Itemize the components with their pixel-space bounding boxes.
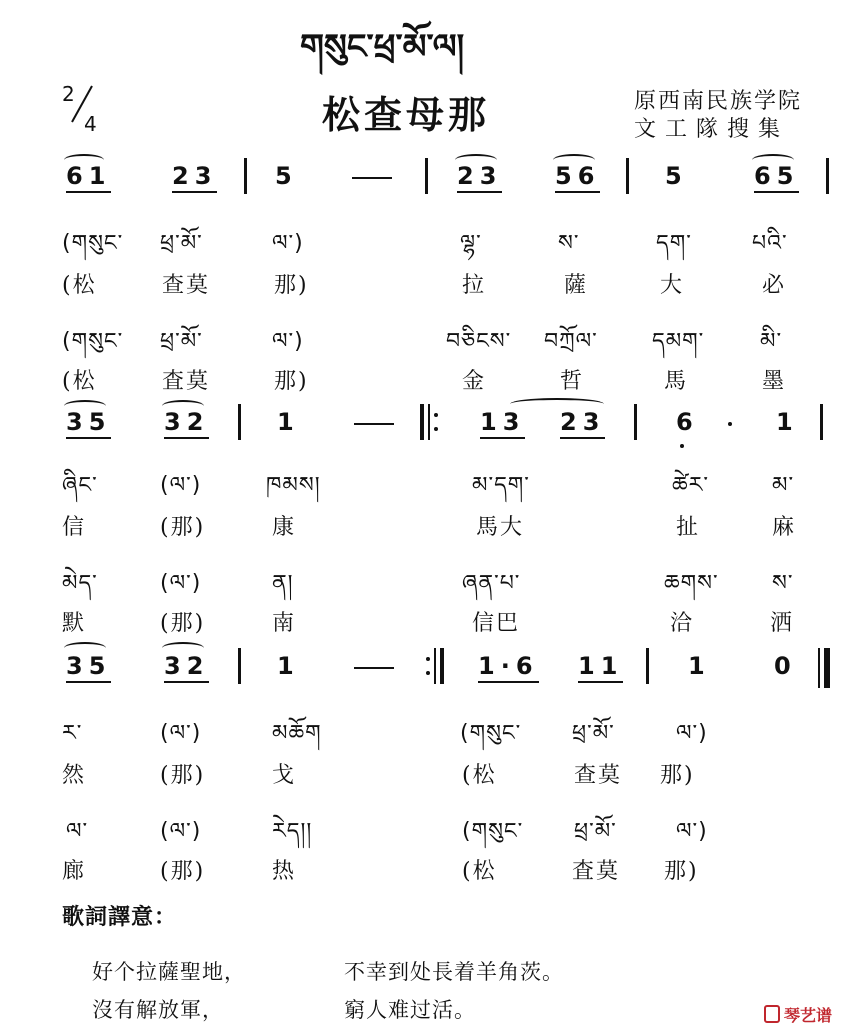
chinese-lyric: 金 (462, 369, 487, 394)
chinese-lyric: (松 (462, 859, 497, 884)
chinese-lyric: 那) (274, 273, 309, 298)
watermark-text: 琴艺谱 (784, 1005, 833, 1025)
tibetan-lyric: ཞིང་ (62, 473, 98, 498)
tibetan-lyric: བཀྲོལ་ (544, 329, 598, 354)
tibetan-lyric: ཕྲ་མོ་ (160, 231, 203, 256)
note: 1 (277, 408, 300, 436)
chinese-lyric: (那) (160, 611, 206, 636)
chinese-lyric: 大 (660, 273, 685, 298)
tibetan-lyric: ལྷ་ (460, 231, 482, 256)
chinese-lyric: 査莫 (572, 859, 621, 884)
note-group: 61 (66, 162, 111, 193)
repeat-end-thick (440, 648, 444, 684)
chinese-lyric: 然 (62, 763, 87, 788)
repeat-dot (426, 671, 430, 675)
note: 5 (275, 162, 298, 190)
note-group: 13 (480, 408, 525, 439)
tibetan-lyric: ལ་) (272, 231, 304, 256)
final-barline-thin (818, 648, 820, 688)
note-group: 23 (172, 162, 217, 193)
barline (820, 404, 823, 440)
note-group: 35 (66, 408, 111, 439)
tibetan-lyric: (གསུང་ (462, 819, 524, 844)
chinese-lyric: 墨 (762, 369, 787, 394)
tibetan-lyric: ཞན་པ་ (462, 571, 521, 596)
low-octave-dot (680, 444, 684, 448)
note: 6 (676, 408, 699, 436)
tibetan-lyric: མ་དག་ (472, 473, 530, 498)
tibetan-lyric: ཕྲ་མོ་ (160, 329, 203, 354)
chinese-lyric: (那) (160, 859, 206, 884)
tibetan-lyric: ས་ (558, 231, 580, 256)
chinese-lyric: (松 (62, 273, 97, 298)
barline (238, 648, 241, 684)
chinese-lyric: 洒 (770, 611, 795, 636)
tibetan-lyric: ཚེར་ (672, 473, 709, 498)
repeat-dot (434, 427, 438, 431)
translation-line: 好个拉薩聖地， (92, 960, 246, 984)
tibetan-lyric: (ལ་) (160, 819, 202, 844)
tibetan-lyric: ཕྲ་མོ་ (572, 721, 615, 746)
note-group: 32 (164, 408, 209, 439)
note-group: 23 (560, 408, 605, 439)
note-group: 23 (457, 162, 502, 193)
chinese-lyric: 哲 (560, 369, 585, 394)
note-group: 32 (164, 652, 209, 683)
note: 1 (776, 408, 799, 436)
extension-dash (354, 423, 394, 425)
barline (646, 648, 649, 684)
tibetan-lyric: (གསུང་ (460, 721, 522, 746)
repeat-start-thin (428, 404, 430, 440)
rest: 0 (774, 652, 797, 680)
tibetan-lyric: མ་ (772, 473, 795, 498)
tibetan-lyric: མེད་ (62, 571, 98, 596)
barline (244, 158, 247, 194)
tibetan-lyric: (ལ་) (160, 721, 202, 746)
chinese-lyric: 默 (62, 611, 87, 636)
tibetan-lyric: ལ་ (66, 819, 89, 844)
tibetan-lyric: ཆགས་ (664, 571, 719, 596)
note: 5 (665, 162, 688, 190)
extension-dash (352, 177, 392, 179)
note: 1 (688, 652, 711, 680)
tibetan-lyric: དམག་ (652, 329, 705, 354)
repeat-end-thin (434, 648, 436, 684)
repeat-dot (426, 657, 430, 661)
chinese-lyric: 薩 (564, 273, 589, 298)
chinese-lyric: (松 (62, 369, 97, 394)
chinese-lyric: 查莫 (162, 273, 211, 298)
tibetan-lyric: (གསུང་ (62, 231, 124, 256)
tibetan-lyric: རེད།། (272, 819, 313, 844)
note-group: 11 (578, 652, 623, 683)
translation-line: 窮人难过活。 (344, 998, 476, 1022)
chinese-lyric: 查莫 (574, 763, 623, 788)
chinese-lyric: 査莫 (162, 369, 211, 394)
translation-line: 沒有解放軍， (92, 998, 224, 1022)
chinese-lyric: 麻 (772, 515, 797, 540)
barline (634, 404, 637, 440)
chinese-lyric: 那) (274, 369, 309, 394)
chinese-lyric: 热 (272, 859, 297, 884)
chinese-lyric: 必 (762, 273, 787, 298)
tibetan-lyric: ན། (272, 571, 294, 596)
chinese-lyric: 南 (272, 611, 297, 636)
tibetan-lyric: དག་ (656, 231, 692, 256)
chinese-lyric: 那) (664, 859, 699, 884)
note-group: 65 (754, 162, 799, 193)
tibetan-lyric: ཕྲ་མོ་ (574, 819, 617, 844)
tibetan-lyric: མཆོག (272, 721, 322, 746)
source-line-1: 原西南民族学院 (634, 89, 803, 114)
extension-dash (354, 667, 394, 669)
chinese-lyric: 信 (62, 515, 87, 540)
chinese-lyric: (松 (462, 763, 497, 788)
chinese-lyric: 戈 (272, 763, 297, 788)
augmentation-dot (728, 422, 732, 426)
time-signature-bottom: 4 (84, 112, 97, 136)
chinese-lyric: 廊 (62, 859, 87, 884)
barline (826, 158, 829, 194)
tibetan-lyric: བཅིངས་ (446, 329, 512, 354)
barline (425, 158, 428, 194)
tibetan-lyric: པའི་ (752, 231, 788, 256)
chinese-title: 松查母那 (322, 92, 491, 137)
barline (626, 158, 629, 194)
chinese-lyric: 信巴 (472, 611, 521, 636)
tibetan-lyric: མི་ (760, 329, 783, 354)
chinese-lyric: 馬 (664, 369, 689, 394)
chinese-lyric: 康 (272, 515, 297, 540)
chinese-lyric: 扯 (676, 515, 701, 540)
watermark-logo (764, 1002, 832, 1026)
tibetan-lyric: (གསུང་ (62, 329, 124, 354)
note-group: 56 (555, 162, 600, 193)
note: 1 (277, 652, 300, 680)
chinese-lyric: 拉 (462, 273, 487, 298)
tibetan-lyric: ར་ (62, 721, 83, 746)
note-group: 35 (66, 652, 111, 683)
tibetan-lyric: ལ་) (676, 819, 708, 844)
repeat-start-thick (420, 404, 424, 440)
repeat-dot (434, 413, 438, 417)
chinese-lyric: (那) (160, 763, 206, 788)
tibetan-lyric: ས་ (772, 571, 794, 596)
source-line-2: 文工隊搜集 (634, 117, 790, 142)
tibetan-lyric: (ལ་) (160, 571, 202, 596)
tibetan-lyric: (ལ་) (160, 473, 202, 498)
tibetan-lyric: ཁམས། (266, 473, 321, 498)
barline (238, 404, 241, 440)
translation-line: 不幸到处長着羊角茨。 (344, 960, 564, 984)
chinese-lyric: 馬大 (476, 515, 525, 540)
chinese-lyric: 那) (660, 763, 695, 788)
chinese-lyric: 洽 (670, 611, 695, 636)
tibetan-lyric: ལ་) (272, 329, 304, 354)
chinese-lyric: (那) (160, 515, 206, 540)
watermark-icon (764, 1005, 780, 1023)
time-signature-top: 2 (62, 82, 75, 106)
tibetan-lyric: ལ་) (676, 721, 708, 746)
translation-heading: 歌詞譯意： (62, 904, 178, 930)
final-barline-thick (824, 648, 830, 688)
tibetan-title: གསུང་ཕྲ་མོ་ལ། (300, 27, 465, 67)
note-group: 1·6 (478, 652, 539, 683)
